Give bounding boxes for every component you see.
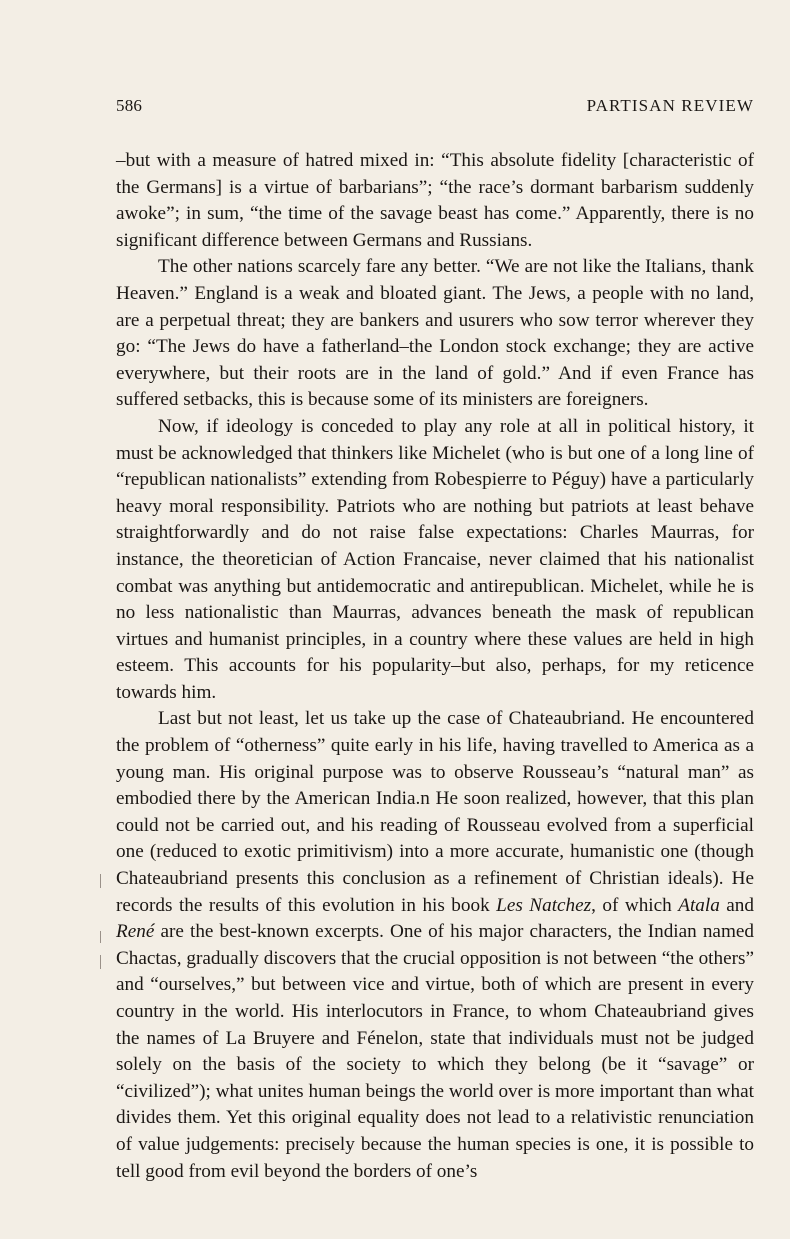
book-title-les-natchez: Les Natchez: [496, 894, 592, 916]
paragraph-4-text-3: and: [719, 894, 754, 916]
article-text: [116, 148, 754, 1185]
journal-title: PARTISAN REVIEW: [586, 96, 754, 115]
book-title-rene: René: [116, 921, 155, 943]
paragraph-1: –but with a measure of hatred mixed in: “This absolute fidelity [characteristic of the Germans] is a virtue of barbarians”; “the race’s dormant barbarism suddenly awoke”; in sum, “the time of the savage beast has come.” Apparently, there is no significant difference between Germans and Russians.: [116, 150, 754, 251]
margin-mark: [100, 931, 101, 943]
margin-mark: [100, 955, 101, 969]
paragraph-4-text-2: , of which: [591, 894, 679, 916]
paragraph-3: Now, if ideology is conceded to play any role at all in political history, it must be acknowledged that thinkers like Michelet (who is but one of a long line of “republican nationalists” extending from Robespierre to Péguy) have a particularly heavy moral responsibility. Patriots who are nothing but patriots at least behave straightforwardly and do not raise false expectations: Charles Maurras, for instance, the theoretician of Action Francaise, never claimed that his nationalist combat was anything but antidemocratic and antirepublican. Michelet, while he is no less nationalistic than Maurras, advances beneath the mask of republican virtues and humanist principles, in a country where these values are held in high esteem. This accounts for his popularity–but also, perhaps, for my reticence towards him.: [116, 415, 754, 703]
running-head: [116, 96, 754, 120]
paragraph-4: [116, 706, 754, 1185]
margin-mark: [100, 874, 101, 888]
paragraph-2: The other nations scarcely fare any better. “We are not like the Italians, thank Heaven.” England is a weak and bloated giant. The Jews, a people with no land, are a perpetual threat; they are bankers and usurers who sow terror wherever they go: “The Jews do have a fatherland–the London stock exchange; they are active everywhere, but their roots are in the land of gold.” And if even France has suffered setbacks, this is because some of its ministers are foreigners.: [116, 256, 754, 411]
book-title-atala: Atala: [678, 894, 720, 916]
page-number: 586: [116, 96, 143, 115]
paragraph-4-text-1: Last but not least, let us take up the case of Chateaubriand. He encountered the problem of “otherness” quite early in his life, having travelled to America as a young man. His original purpose was to observe Rousseau’s “natural man” as embodied there by the American India.n He soon realized, however, that this plan could not be carried out, and his reading of Rousseau evolved from a superficial one (reduced to exotic primitivism) into a more accurate, humanistic one (though Chateaubriand presents this conclusion as a refinement of Christian ideals). He records the results of this evolution in his book: [116, 708, 754, 916]
paragraph-4-text-4: are the best-known excerpts. One of his major characters, the Indian named Chactas, gradually discovers that the crucial opposition is not between “the others” and “ourselves,” but between vice and virtue, both of which are present in every country in the world. His interlocutors in France, to whom Chateaubriand gives the names of La Bruyere and Fénelon, state that individuals must not be judged solely on the basis of the society to which they belong (be it “savage” or “civilized”); what unites human beings the world over is more important than what divides them. Yet this original equality does not lead to a relativistic renunciation of value judgements: precisely because the human species is one, it is possible to tell good from evil beyond the borders of one’s: [116, 921, 754, 1182]
